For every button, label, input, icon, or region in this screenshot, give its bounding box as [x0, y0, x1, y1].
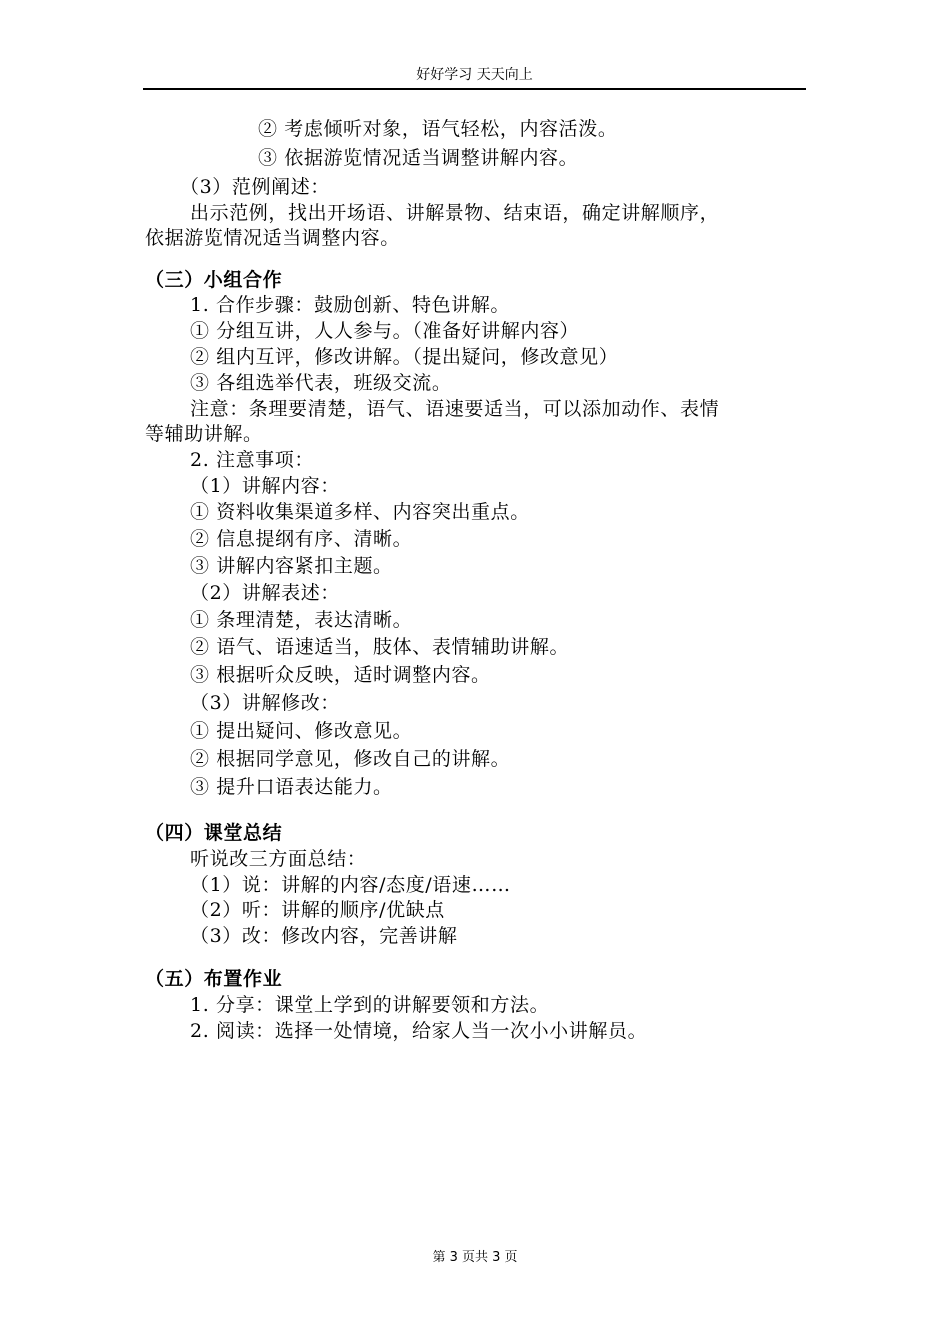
header-divider — [143, 88, 806, 90]
revision-item: ① 提出疑问、修改意见。 — [190, 720, 413, 742]
revision-heading: （3）讲解修改： — [190, 692, 340, 714]
section-3-title: （三）小组合作 — [145, 269, 283, 291]
note-line-1: 注意：条理要清楚，语气、语速要适当，可以添加动作、表情 — [190, 398, 720, 420]
step-1-item: ③ 各组选举代表，班级交流。 — [190, 372, 452, 394]
content-item: ③ 讲解内容紧扣主题。 — [190, 555, 393, 577]
page-footer: 第 3 页共 3 页 — [432, 1250, 518, 1265]
revision-item: ② 根据同学意见，修改自己的讲解。 — [190, 748, 511, 770]
section-5-title: （五）布置作业 — [145, 968, 283, 990]
homework-item: 1. 分享：课堂上学到的讲解要领和方法。 — [190, 994, 550, 1016]
intro-item-3: ③ 依据游览情况适当调整讲解内容。 — [258, 147, 579, 169]
homework-item: 2. 阅读：选择一处情境，给家人当一次小小讲解员。 — [190, 1020, 648, 1042]
summary-item: （1）说：讲解的内容/态度/语速…… — [190, 874, 511, 896]
revision-item: ③ 提升口语表达能力。 — [190, 776, 393, 798]
step-1-item: ② 组内互评，修改讲解。（提出疑问，修改意见） — [190, 346, 619, 368]
expression-item: ② 语气、语速适当，肢体、表情辅助讲解。 — [190, 636, 570, 658]
page-header: 好好学习 天天向上 — [416, 67, 533, 83]
expression-item: ① 条理清楚，表达清晰。 — [190, 609, 413, 631]
content-heading: （1）讲解内容： — [190, 475, 340, 497]
content-item: ① 资料收集渠道多样、内容突出重点。 — [190, 501, 530, 523]
expression-item: ③ 根据听众反映，适时调整内容。 — [190, 664, 491, 686]
step-2-title: 2. 注意事项： — [190, 449, 314, 471]
note-line-2: 等辅助讲解。 — [145, 423, 263, 445]
content-item: ② 信息提纲有序、清晰。 — [190, 528, 413, 550]
expression-heading: （2）讲解表述： — [190, 582, 340, 604]
summary-intro: 听说改三方面总结： — [190, 848, 367, 870]
example-paragraph-line-1: 出示范例，找出开场语、讲解景物、结束语，确定讲解顺序， — [190, 202, 720, 224]
summary-item: （3）改：修改内容，完善讲解 — [190, 925, 458, 947]
summary-item: （2）听：讲解的顺序/优缺点 — [190, 899, 445, 921]
step-1-item: ① 分组互讲，人人参与。（准备好讲解内容） — [190, 320, 580, 342]
intro-item-2: ② 考虑倾听对象，语气轻松，内容活泼。 — [258, 118, 618, 140]
section-4-title: （四）课堂总结 — [145, 822, 283, 844]
example-paragraph-line-2: 依据游览情况适当调整内容。 — [145, 227, 400, 249]
step-1-title: 1. 合作步骤：鼓励创新、特色讲解。 — [190, 294, 510, 316]
example-heading: （3）范例阐述： — [180, 176, 330, 198]
